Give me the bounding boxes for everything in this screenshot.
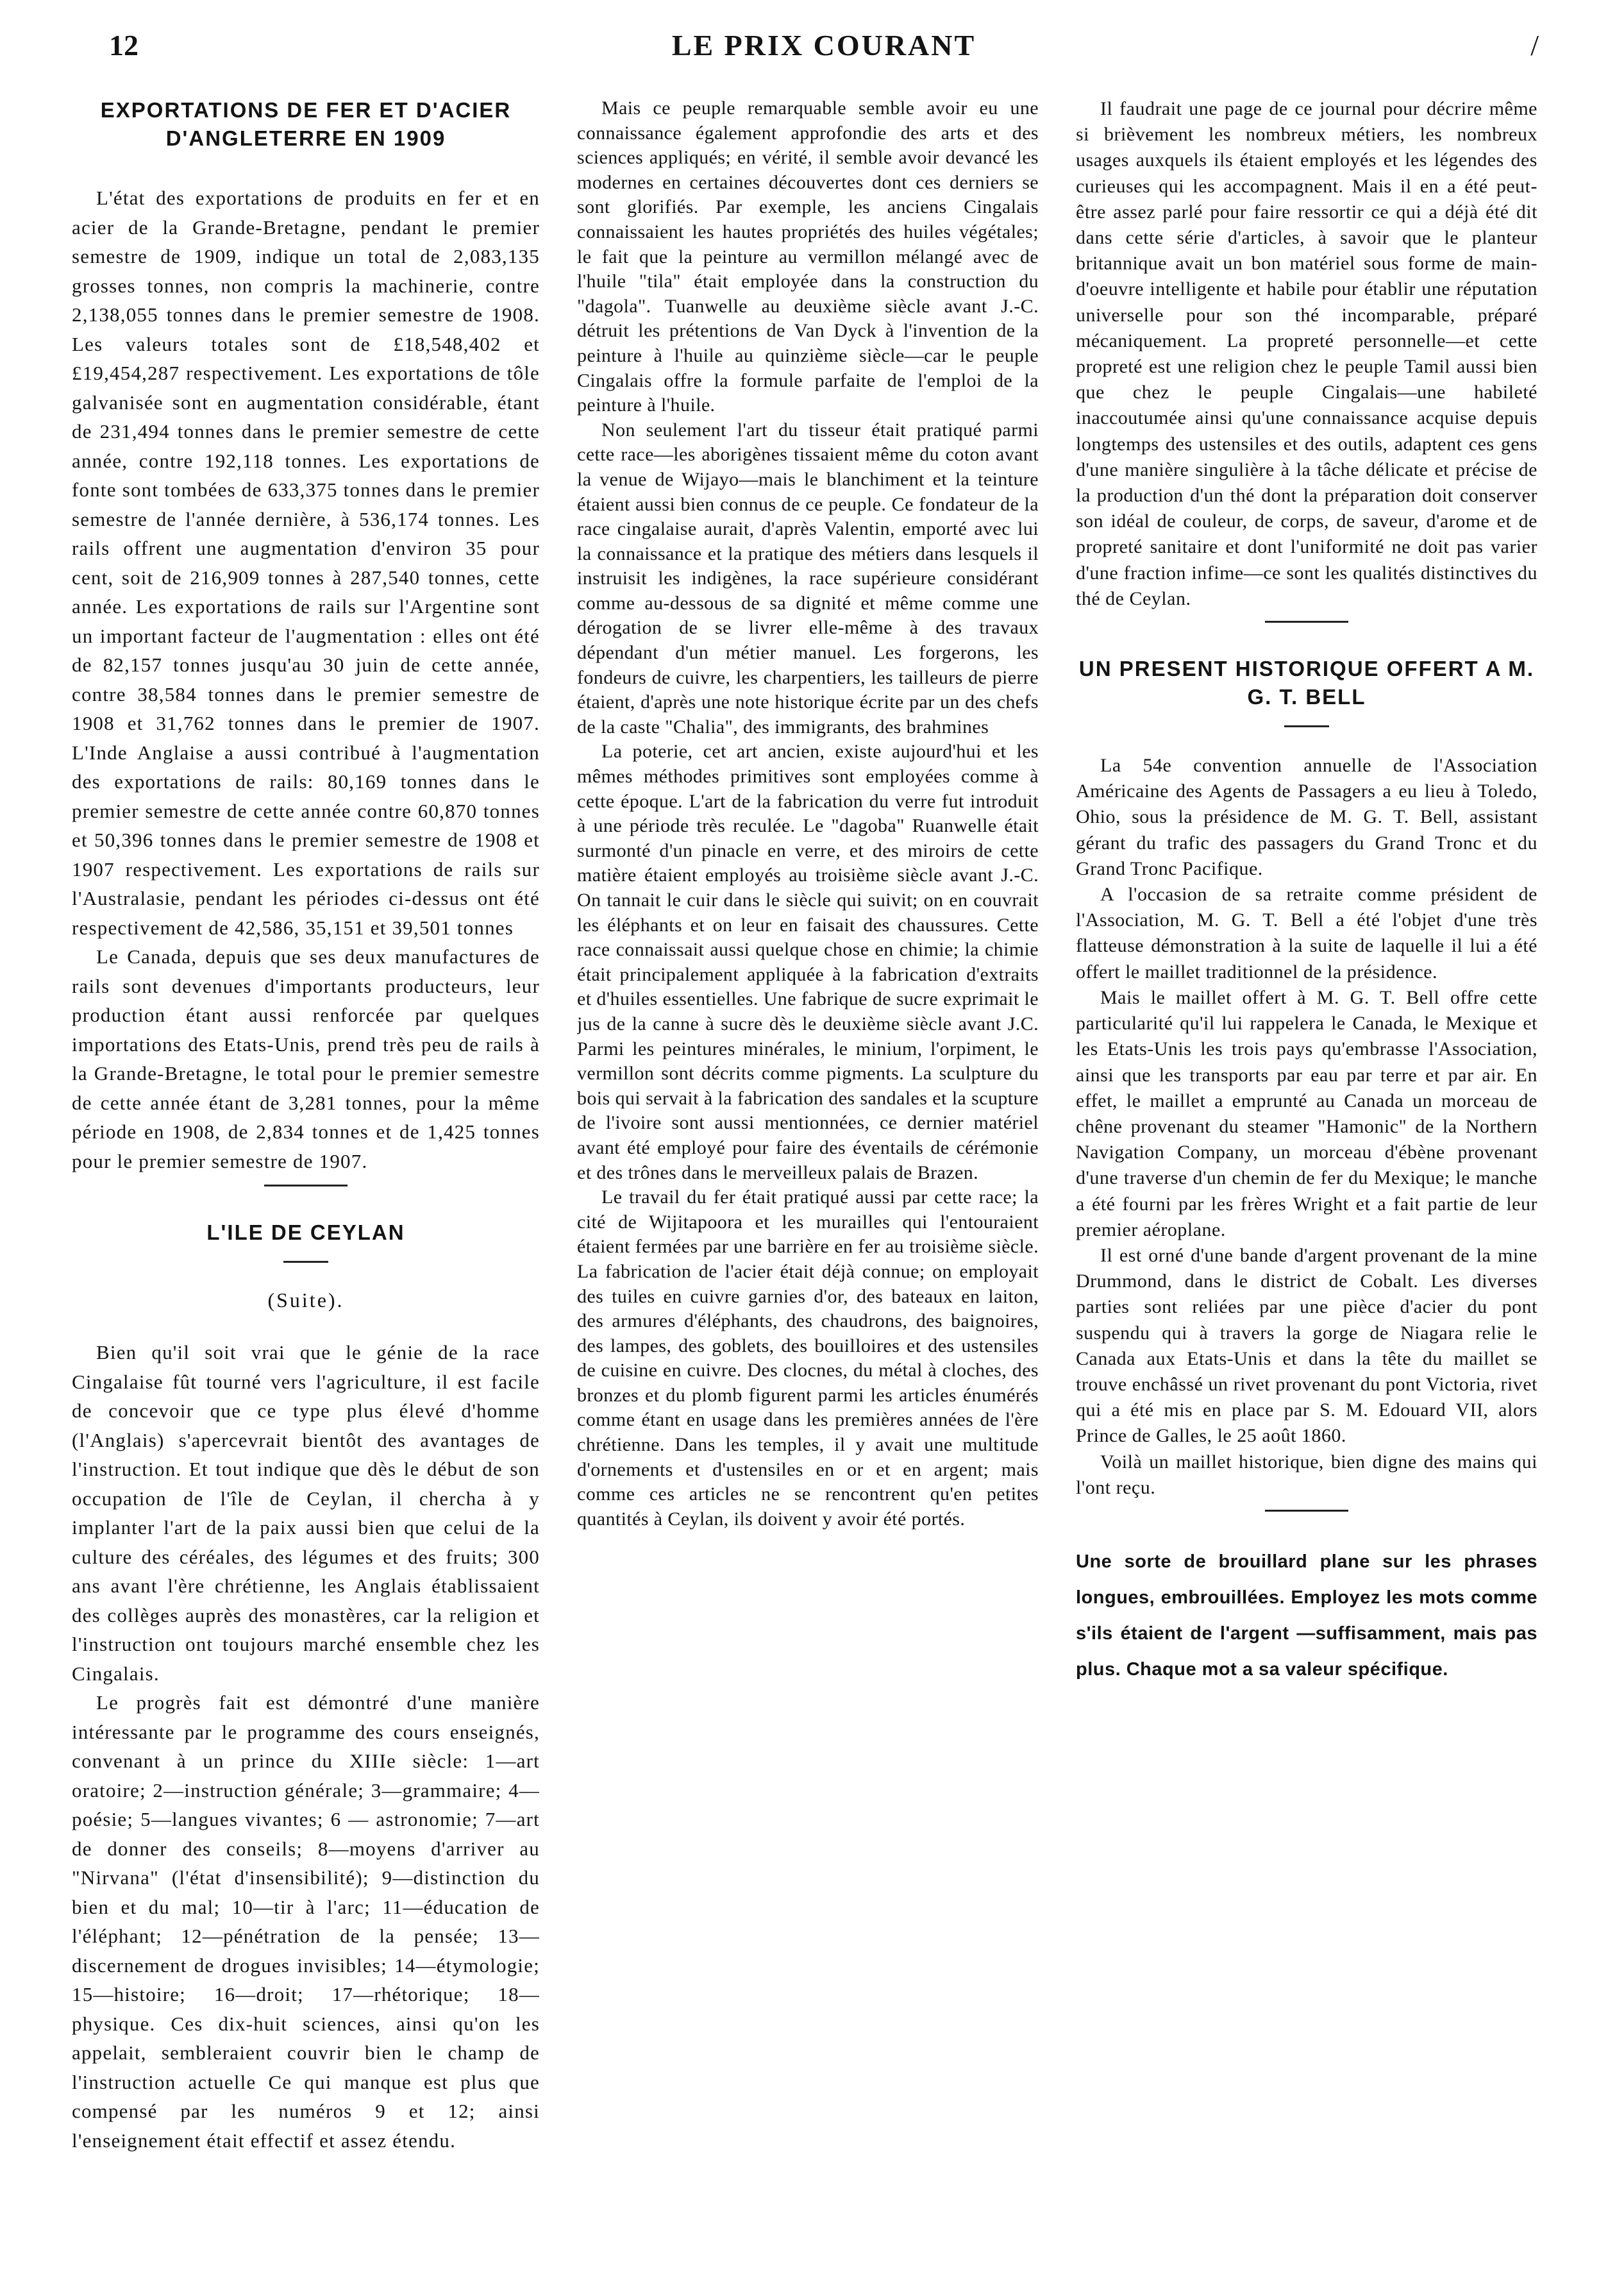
article-paragraph: Il est orné d'une bande d'argent provenant de la mine Drummond, dans le district de Cobalt. Les diverses parties sont reliées par une pièce d'acier du pont suspendu qui à travers la gorge de Niagara relie le Canada aux Etats-Unis et dans la tête du maillet se trouve enchâssé un rivet provenant du pont Victoria, rivet qui a été mis en place par S. M. Edouard VII, alors Prince de Galles, le 25 août 1860. <box>1076 1244 1537 1447</box>
column-1 <box>72 96 540 2264</box>
journal-title: LE PRIX COURANT <box>671 29 976 62</box>
article-title-exportations: EXPORTATIONS DE FER ET D'ACIER D'ANGLETERRE EN 1909 <box>100 98 512 150</box>
article-paragraph: Le travail du fer était pratiqué aussi par cette race; la cité de Wijitapoora et les murailles qui l'entouraient étaient fermées par une barrière en fer au troisième siècle. La fabrication de l'acier était déjà connue; on employait des tuiles en cuivre garnies d'or, des bateaux en laiton, des armures d'éléphants, des chaudrons, des baignoires, des lampes, des goblets, des bouilloires et des ustensiles de cuisine en cuivre. Des clocnes, du métal à cloches, des bronzes et du plomb figurent parmi les articles énumérés comme étant en usage dans les premières années de l'ère chrétienne. Dans les temples, il y avait une multitude d'ornements et d'ustensiles en or et en argent; mais comme ces articles ne se rencontrent qu'en petites quantités à Ceylan, ils doivent y avoir été portés. <box>577 1186 1039 1530</box>
article-paragraph: Il faudrait une page de ce journal pour décrire même si brièvement les nombreux métiers, les nombreux usages auxquels ils étaient employés et les légendes des curieuses qui les accompagnent. Mais il en a été peut-être assez parlé pour faire ressortir ce qui a déjà été dit dans cette série d'articles, à savoir que le planteur britannique avait un bon matériel sous forme de main-d'oeuvre intelligente et habile pour établir une réputation universelle pour son thé incomparable, préparé mécaniquement. La propreté personnelle—et cette propreté est une religion chez le peuple Tamil aussi bien que chez le peuple Cingalais—une habileté inaccoutumée ainsi qu'une connaissance acquise depuis longtemps des ustensiles et des outils, adaptent ces gens d'une manière singulière à la tâche délicate et précise de la production d'un thé dont la préparation doit conserver son idéal de couleur, de corps, de saveur, d'arome et de propreté sanitaire et dont l'uniformité ne doit pas varier d'une fraction infime—ce sont les qualités distinctives du thé de Ceylan. <box>1076 98 1537 609</box>
article-paragraph: Voilà un maillet historique, bien digne des mains qui l'ont reçu. <box>1076 1451 1537 1498</box>
section-divider <box>1265 1510 1348 1512</box>
title-underline <box>283 1261 328 1263</box>
column-2 <box>577 96 1039 2264</box>
article-paragraph: Bien qu'il soit vrai que le génie de la race Cingalaise fût tourné vers l'agriculture, il est facile de concevoir que ce type plus élevé d'homme (l'Anglais) s'apercevrait bientôt des avantages de l'instruction. Et tout indique que dès le début de son occupation de l'île de Ceylan, il chercha à y implanter l'art de la paix aussi bien que celui de la culture des céréales, des légumes et des fruits; 300 ans avant l'ère chrétienne, les Anglais établissaient des collèges auprès des monastères, car la religion et l'instruction ont toujours marché ensemble chez les Cingalais. <box>72 1341 540 1685</box>
article-paragraph: La 54e convention annuelle de l'Association Américaine des Agents de Passagers a eu lieu à Toledo, Ohio, sous la présidence de M. G. T. Bell, assistant gérant du trafic des passagers du Grand Tronc et du Grand Tronc Pacifique. <box>1076 755 1537 879</box>
article-paragraph: A l'occasion de sa retraite comme président de l'Association, M. G. T. Bell a été l'objet d'une très flatteuse démonstration à la suite de laquelle il lui a été offert le maillet traditionnel de la présidence. <box>1076 884 1537 983</box>
page-header <box>109 28 1539 67</box>
header-mark: / <box>1530 29 1539 62</box>
article-paragraph: Mais le maillet offert à M. G. T. Bell offre cette particularité qu'il lui rappelera le Canada, le Mexique et les Etats-Unis les trois pays qu'embrasse l'Association, ainsi que les transports par eau par terre et par air. En effet, le maillet a emprunté au Canada un morceau de chêne provenant du steamer "Hamonic" de la Northern Navigation Company, un morceau d'ébène provenant d'une traverse d'un chemin de fer du Mexique; le manche a été fourni par les frères Wright et a fait partie de leur premier aéroplane. <box>1076 986 1537 1240</box>
article-paragraph: Le progrès fait est démontré d'une manière intéressante par le programme des cours enseignés, convenant à un prince du XIIIe siècle: 1—art oratoire; 2—instruction générale; 3—grammaire; 4—poésie; 5—langues vivantes; 6 — astronomie; 7—art de donner des conseils; 8—moyens d'arriver au "Nirvana" (l'état d'insensibilité); 9—distinction du bien et du mal; 10—tir à l'arc; 11—éducation de l'éléphant; 12—pénétration de la pensée; 13—discernement de drogues invisibles; 14—étymologie; 15—histoire; 16—droit; 17—rhétorique; 18—physique. Ces dix-huit sciences, ainsi qu'on les appelait, sembleraient couvrir bien le champ de l'instruction actuelle Ce qui manque est plus que compensé par les numéros 9 et 12; ainsi l'enseignement était effectif et assez étendu. <box>72 1691 540 2152</box>
section-divider <box>1265 621 1348 623</box>
page-number: 12 <box>109 29 138 62</box>
article-title-ceylan: L'ILE DE CEYLAN <box>206 1220 405 1244</box>
column-3 <box>1076 96 1537 2264</box>
article-paragraph: Non seulement l'art du tisseur était pratiqué parmi cette race—les aborigènes tissaient même du coton avant la venue de Wijayo—mais le blanchiment et la teinture étaient aussi bien connus de ce peuple. Ce fondateur de la race cingalaise aurait, d'après Valentin, emporté avec lui la connaissance et la pratique des métiers dans lesquels il instruisit les indigènes, la race supérieure considérant comme au-dessous de sa dignité et même comme une dérogation de se livrer elle-même à des travaux dépendant d'un métier manuel. Les forgerons, les fondeurs de cuivre, les charpentiers, les tailleurs de pierre étaient, d'après une note historique écrite par un des chefs de la caste "Chalia", des immigrants, des brahmines <box>577 419 1039 738</box>
section-divider <box>264 1185 348 1186</box>
editorial-note: Une sorte de brouillard plane sur les phrases longues, embrouillées. Employez les mots comme s'ils étaient de l'argent —suffisamment, mais pas plus. Chaque mot a sa valeur spécifique. <box>1076 1551 1537 1680</box>
article-title-present: UN PRESENT HISTORIQUE OFFERT A M. G. T. BELL <box>1078 657 1535 709</box>
article-paragraph: L'état des exportations de produits en fer et en acier de la Grande-Bretagne, pendant le premier semestre de 1909, indique un total de 2,083,135 grosses tonnes, non compris la machinerie, contre 2,138,055 tonnes dans le premier semestre de 1908. Les valeurs totales sont de £18,548,402 et £19,454,287 respectivement. Les exportations de tôle galvanisée sont en augmentation considérable, étant de 231,494 tonnes dans le premier semestre de cette année, contre 192,118 tonnes. Les exportations de fonte sont tombées de 633,375 tonnes dans le premier semestre de l'année dernière, à 536,174 tonnes. Les rails offrent une augmentation d'environ 35 pour cent, soit de 216,909 tonnes à 287,540 tonnes, cette année. Les exportations de rails sur l'Argentine sont un important facteur de l'augmentation : elles ont été de 82,157 tonnes jusqu'au 30 juin de cette année, contre 38,584 tonnes dans le premier semestre de 1908 et 31,762 tonnes dans le premier de 1907. L'Inde Anglaise a aussi contribué à l'augmentation des exportations de rails: 80,169 tonnes dans le premier semestre de cette année contre 60,870 tonnes et 50,396 tonnes dans le premier semestre de 1908 et 1907 respectivement. Les exportations de rails sur l'Australasie, pendant les périodes ci-dessus ont été respectivement de 42,586, 35,151 et 39,501 tonnes <box>72 187 540 939</box>
title-underline <box>1284 725 1329 727</box>
article-paragraph: La poterie, cet art ancien, existe aujourd'hui et les mêmes méthodes primitives sont employées comme à cette époque. L'art de la fabrication du verre fut introduit à une période très reculée. Le "dagoba" Ruanwelle était surmonté d'un pinacle en verre, et des miroirs de cette matière étaient employés au troisième siècle avant J.-C. On tannait le cuir dans le siècle qui suivit; on en couvrait les éléphants et on leur en faisait des chaussures. Cette race connaissait aussi quelque chose en chimie; la chimie était principalement appliquée à la fabrication d'extraits et d'huiles essentielles. Une fabrique de sucre exprimait le jus de la canne à sucre dès le deuxième siècle avant J.C. Parmi les peintures minérales, le minium, l'orpiment, le vermillon sont décrits comme pigments. La sculpture du bois qui servait à la fabrication des sandales et la scupture de l'ivoire sont aussi mentionnées, ce dernier matériel avant été employé pour faire des éventails de cérémonie et des trônes dans le merveilleux palais de Brazen. <box>577 741 1039 1183</box>
article-paragraph: Mais ce peuple remarquable semble avoir eu une connaissance également approfondie des arts et des sciences appliqués; en vérité, il semble avoir devancé les modernes en certaines découvertes dont ces derniers se sont glorifiés. Par exemple, les anciens Cingalais connaissaient les hautes propriétés des huiles végétales; le fait que la peinture au vermillon mélangé avec de l'huile "tila" était employée dans la construction du "dagola". Tuanwelle au deuxième siècle avant J.-C. détruit les prétentions de Van Dyck à l'invention de la peinture à l'huile au quinzième siècle—car le peuple Cingalais offre la formule parfaite de l'emploi de la peinture à l'huile. <box>577 97 1039 416</box>
article-subtitle: (Suite). <box>267 1288 344 1312</box>
article-paragraph: Le Canada, depuis que ses deux manufactures de rails sont devenues d'importants producteurs, leur production étant aussi renforcée par quelques importations des Etats-Unis, prend très peu de rails à la Grande-Bretagne, le total pour le premier semestre de cette année étant de 3,281 tonnes, pour la même période en 1908, de 2,834 tonnes et de 1,425 tonnes pour le premier semestre de 1907. <box>72 945 540 1172</box>
